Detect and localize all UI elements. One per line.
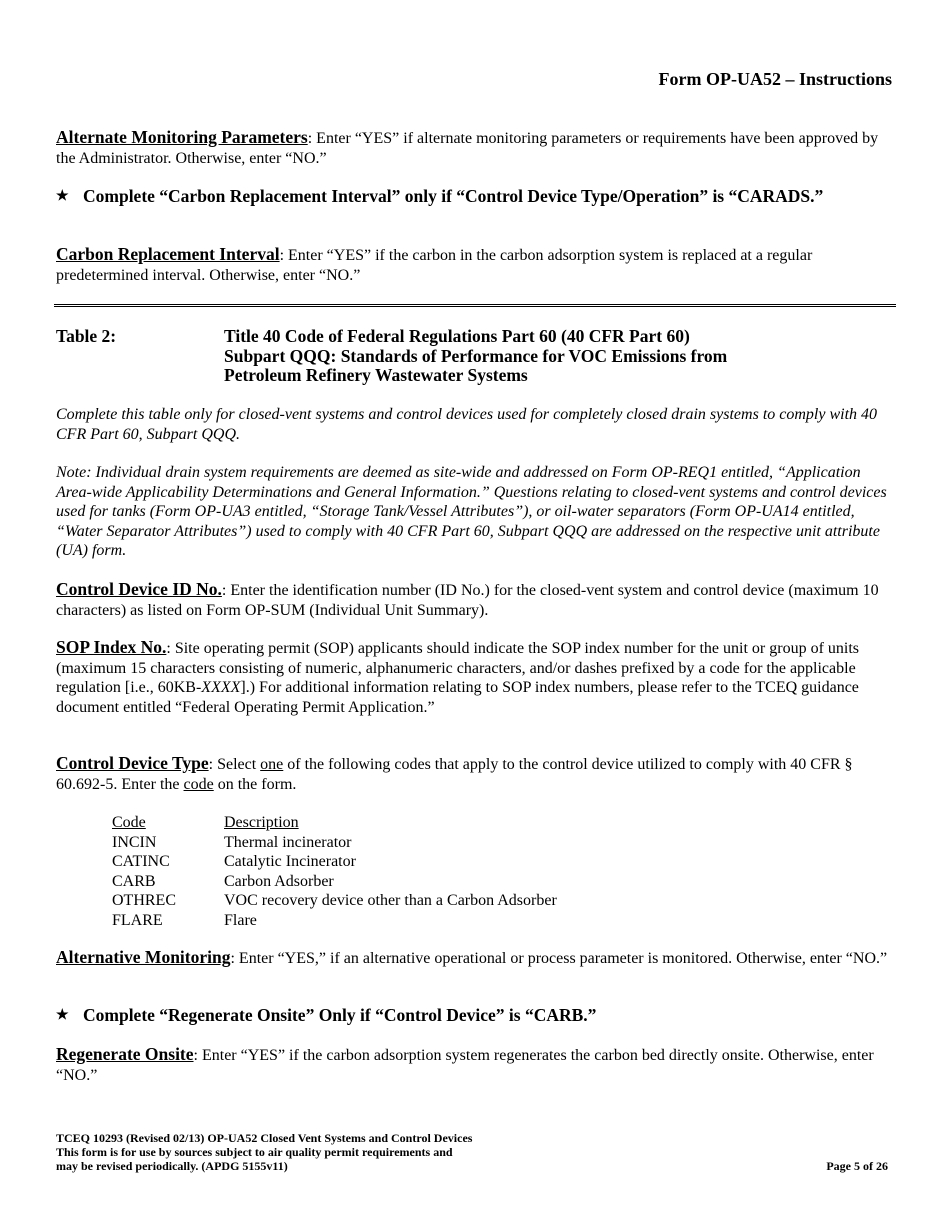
sop-index-paragraph: SOP Index No.: Site operating permit (SOP) applicants should indicate the SOP index number for the unit or group of units (maximum 15 characters consisting of numeric, alphanumeric characters, and/or dashes prefixed by a code for the applicable regulation [i.e., 60KB-XXXX].) For additional information relating to SOP index numbers, please refer to the TCEQ guidance document entitled “Federal Operating Permit Application.” [56,637,860,716]
alternate-monitoring-parameters-paragraph: Alternate Monitoring Parameters: Enter “YES” if alternate monitoring parameters or requirements have been approved by the Administrator. Otherwise, enter “NO.” [56,127,879,167]
section-divider [54,304,896,307]
sop-index-term: SOP Index No. [56,637,167,657]
code-cell: FLARE [112,911,163,929]
page-header-title: Form OP-UA52 – Instructions [658,69,892,89]
control-device-id-paragraph: Control Device ID No.: Enter the identification number (ID No.) for the closed-vent system and control device (maximum 10 characters) as listed on Form OP-SUM (Individual Unit Summary). [56,579,879,619]
control-device-type-term: Control Device Type [56,753,209,773]
control-device-id-term: Control Device ID No. [56,579,222,599]
codes-table-header [112,813,892,833]
table-row [112,872,892,892]
code-cell: CARB [112,872,156,890]
table-2-label: Table 2: [56,326,117,346]
description-cell: Catalytic Incinerator [224,853,356,870]
carb-condition-note: ★ Complete “Regenerate Onsite” Only if “Control Device” is “CARB.” [56,1005,597,1025]
carbon-replacement-interval-term: Carbon Replacement Interval [56,244,280,264]
description-column-header: Description [224,814,299,831]
carads-condition-note: ★ Complete “Carbon Replacement Interval” only if “Control Device Type/Operation” is “CARADS.” [56,186,824,206]
alternative-monitoring-paragraph: Alternative Monitoring: Enter “YES,” if an alternative operational or process parameter is monitored. Otherwise, enter “NO.” [56,947,888,967]
description-cell: VOC recovery device other than a Carbon Adsorber [224,892,557,909]
regenerate-onsite-paragraph: Regenerate Onsite: Enter “YES” if the carbon adsorption system regenerates the carbon bed directly onsite. Otherwise, enter “NO.” [56,1044,874,1084]
table-row [112,833,892,853]
table-row [112,852,892,872]
alternative-monitoring-term: Alternative Monitoring [56,947,231,967]
code-cell: INCIN [112,833,157,851]
page-footer [56,1131,892,1173]
star-icon: ★ [56,189,69,204]
control-device-type-paragraph: Control Device Type: Select one of the following codes that apply to the control device utilized to comply with 40 CFR § 60.692-5. Enter the code on the form. [56,753,853,793]
description-cell: Flare [224,911,257,929]
control-device-codes-table [112,813,892,930]
footer-revision-note: may be revised periodically. (APDG 5155v11) [56,1159,288,1173]
carbon-replacement-interval-paragraph: Carbon Replacement Interval: Enter “YES” if the carbon in the carbon adsorption system is replaced at a regular predetermined interval. Otherwise, enter “NO.” [56,244,813,284]
regenerate-onsite-term: Regenerate Onsite [56,1044,194,1064]
table-2-title-line2: Subpart QQQ: Standards of Performance for VOC Emissions from [224,345,728,366]
code-column-header: Code [112,814,146,831]
table-2-title-line3: Petroleum Refinery Wastewater Systems [224,365,528,385]
star-icon: ★ [56,1008,69,1023]
table-intro-italic: Complete this table only for closed-vent systems and control devices used for completely closed drain systems to comply with 40 CFR Part 60, Subpart QQQ. [56,406,878,443]
table-row [112,911,892,931]
table-row [112,891,892,911]
code-cell: CATINC [112,853,170,870]
footer-usage-note: This form is for use by sources subject to air quality permit requirements and [56,1145,453,1159]
footer-form-id: TCEQ 10293 (Revised 02/13) OP-UA52 Closed Vent Systems and Control Devices [56,1131,473,1145]
table-2-title-line1: Title 40 Code of Federal Regulations Part 60 (40 CFR Part 60) [224,326,690,346]
alternate-monitoring-parameters-term: Alternate Monitoring Parameters [56,127,308,147]
table-note-italic: Note: Individual drain system requirements are deemed as site-wide and addressed on Form OP-REQ1 entitled, “Application Area-wide Applicability Determinations and General Information.” Questions relating to closed-vent systems and control devices used for tanks (Form OP-UA3 entitled, “Storage Tank/Vessel Attributes”), or oil-water separators (Form OP-UA14 entitled, “Water Separator Attributes”) used to comply with 40 CFR Part 60, Subpart QQQ are addressed on the respective unit attribute (UA) form. [56,464,887,559]
description-cell: Thermal incinerator [224,833,352,851]
page-number: Page 5 of 26 [826,1159,888,1173]
code-cell: OTHREC [112,892,176,909]
description-cell: Carbon Adsorber [224,872,334,890]
table-2-heading [56,327,892,386]
